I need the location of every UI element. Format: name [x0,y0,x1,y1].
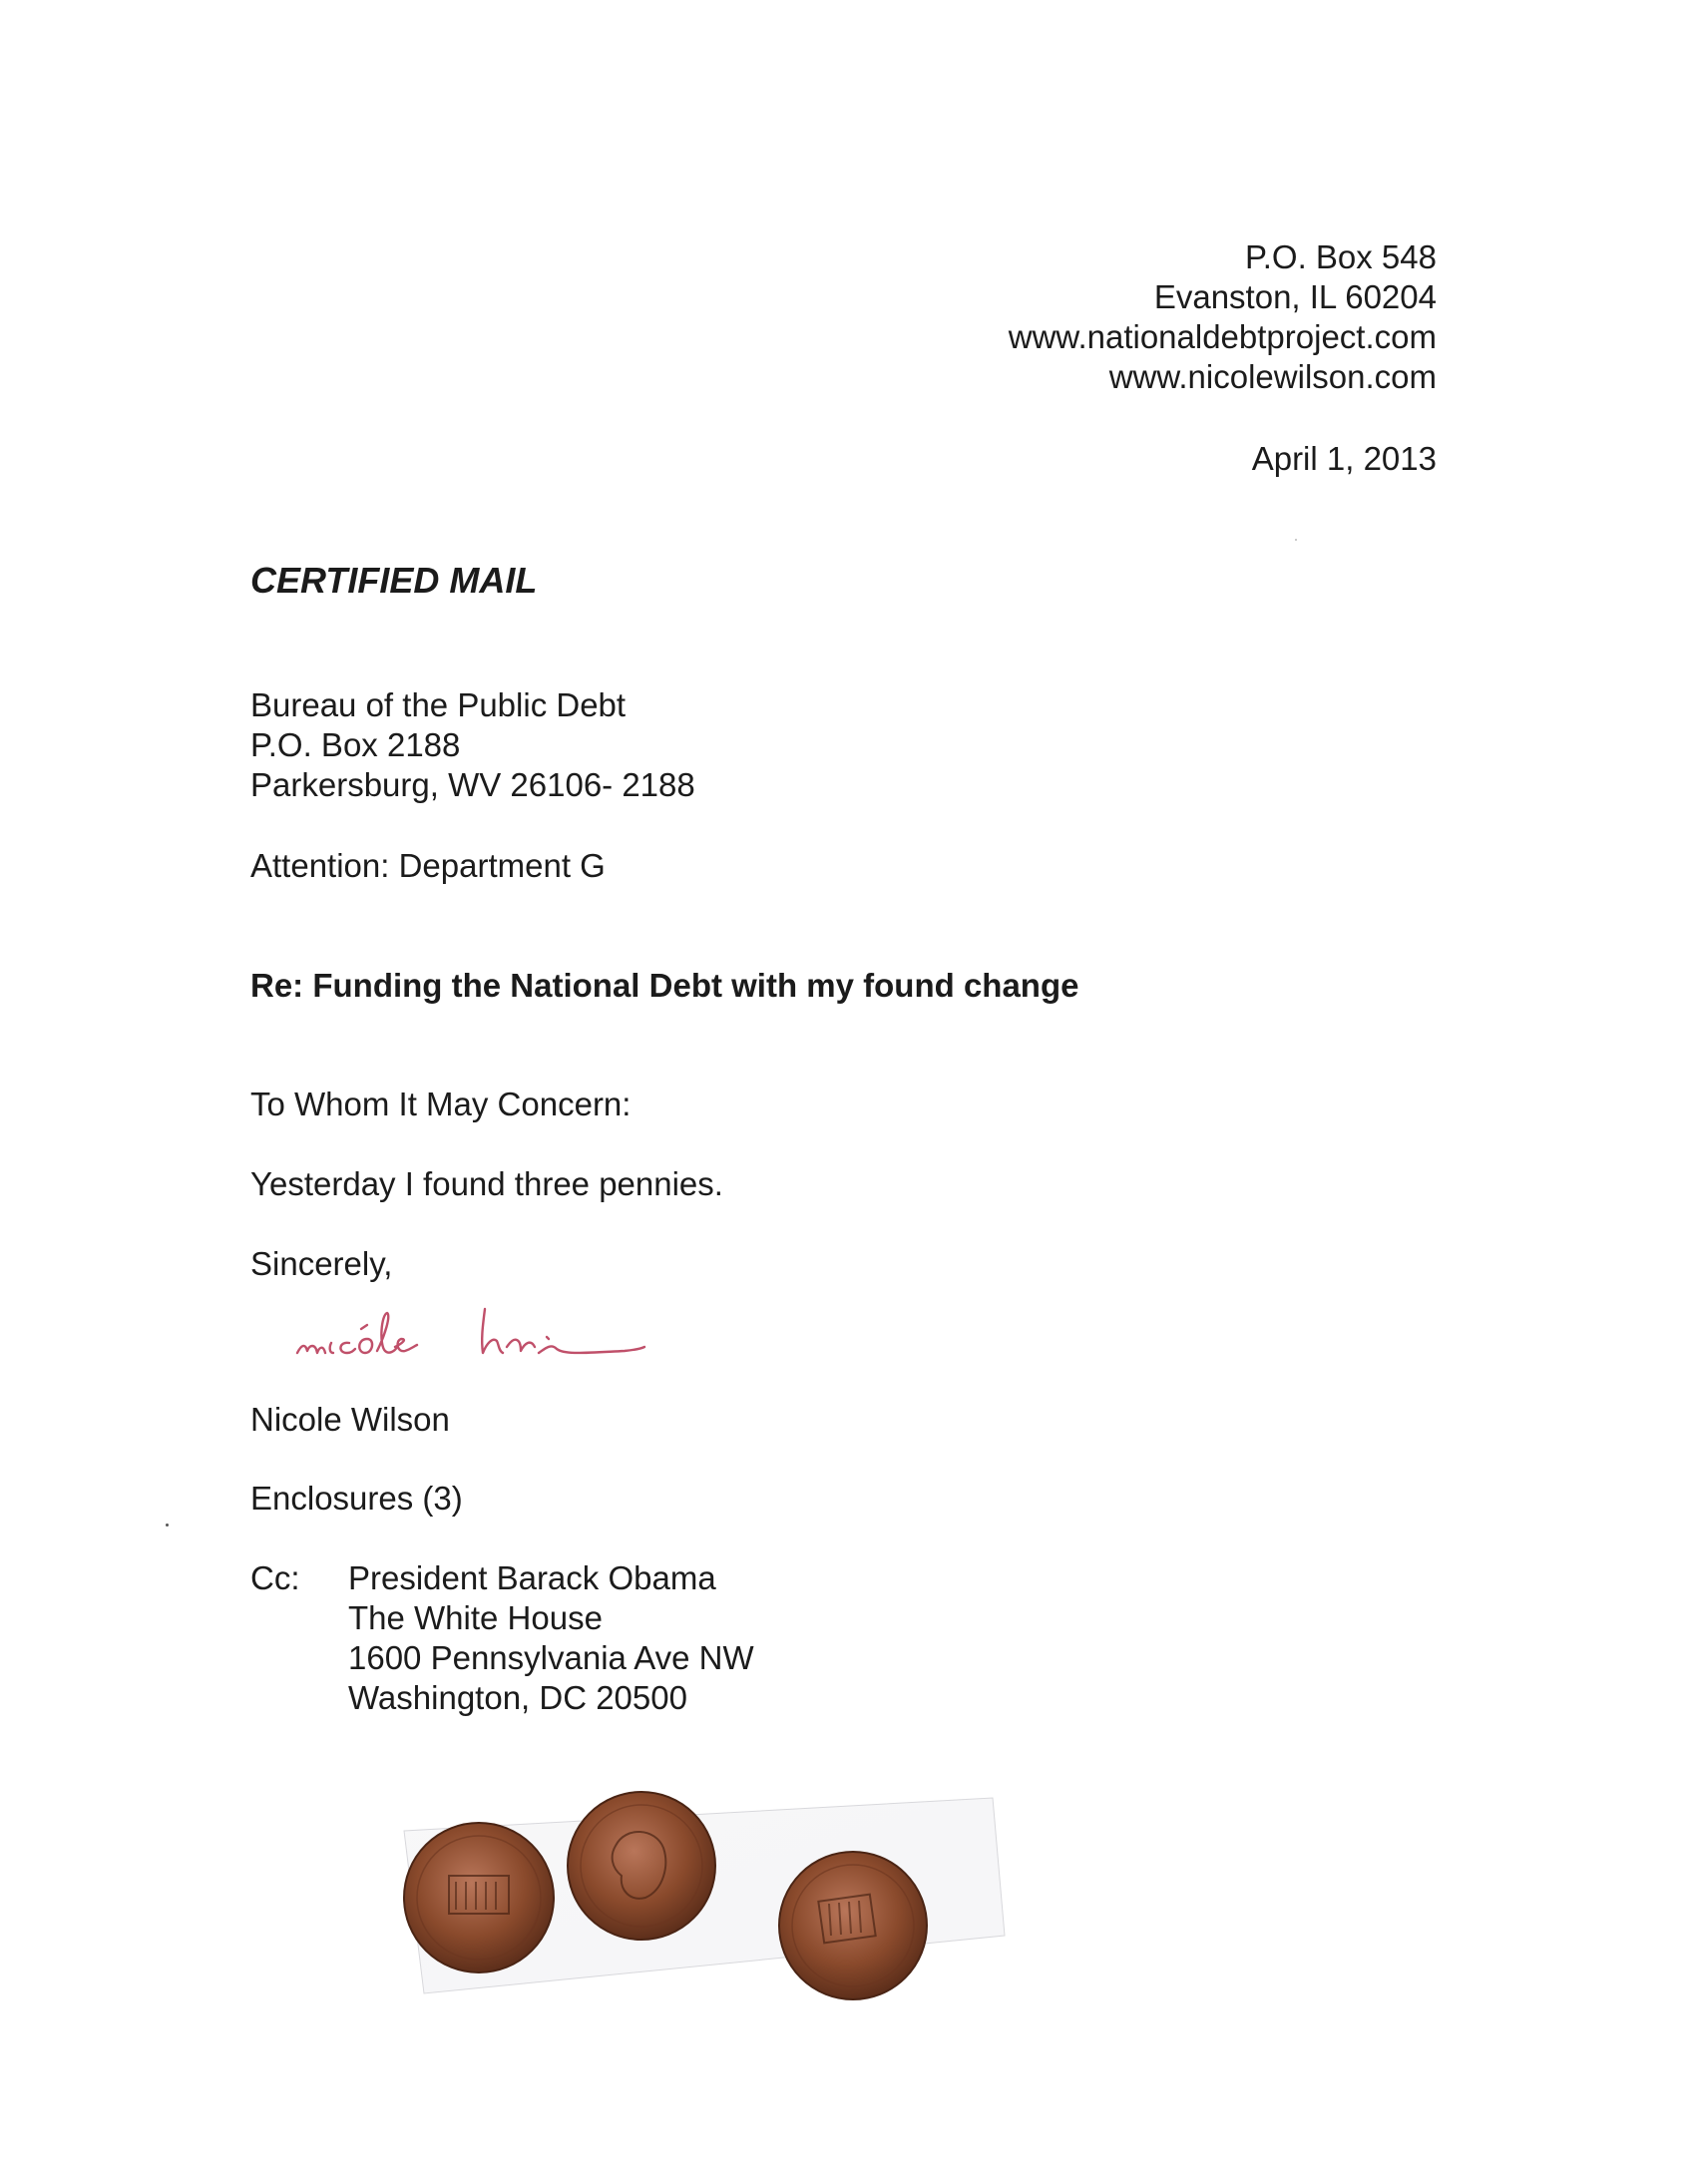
recipient-address [250,685,695,805]
closing: Sincerely, [250,1245,393,1282]
signer-name: Nicole Wilson [250,1401,450,1438]
sender-line: Evanston, IL 60204 [1153,278,1437,315]
cc-address [348,1558,754,1718]
scan-speck [166,1524,169,1527]
handwritten-signature [295,1295,674,1375]
subject-line: Re: Funding the National Debt with my found change [250,967,1079,1004]
scan-speck [1295,539,1297,541]
taped-pennies-image [394,1786,1013,2015]
certified-mail-heading: CERTIFIED MAIL [250,560,538,601]
cc-label: Cc: [250,1559,300,1596]
recipient-line: Parkersburg, WV 26106- 2188 [250,766,695,803]
penny-1 [404,1823,554,1972]
cc-line: 1600 Pennsylvania Ave NW [348,1639,754,1676]
recipient-line: P.O. Box 2188 [250,726,461,763]
penny-2 [568,1792,715,1940]
letter-date: April 1, 2013 [1251,440,1437,477]
enclosures-note: Enclosures (3) [250,1480,463,1517]
recipient-line: Bureau of the Public Debt [250,686,627,723]
cc-line: The White House [348,1599,603,1636]
letter-body: Yesterday I found three pennies. [250,1165,723,1202]
sender-address [1009,237,1437,397]
sender-line: www.nationaldebtproject.com [1008,318,1437,355]
attention-line: Attention: Department G [250,847,606,884]
cc-line: President Barack Obama [348,1559,716,1596]
cc-line: Washington, DC 20500 [348,1679,687,1716]
penny-3 [779,1852,927,1999]
salutation: To Whom It May Concern: [250,1086,632,1122]
sender-line: www.nicolewilson.com [1108,358,1437,395]
sender-line: P.O. Box 548 [1244,238,1437,275]
